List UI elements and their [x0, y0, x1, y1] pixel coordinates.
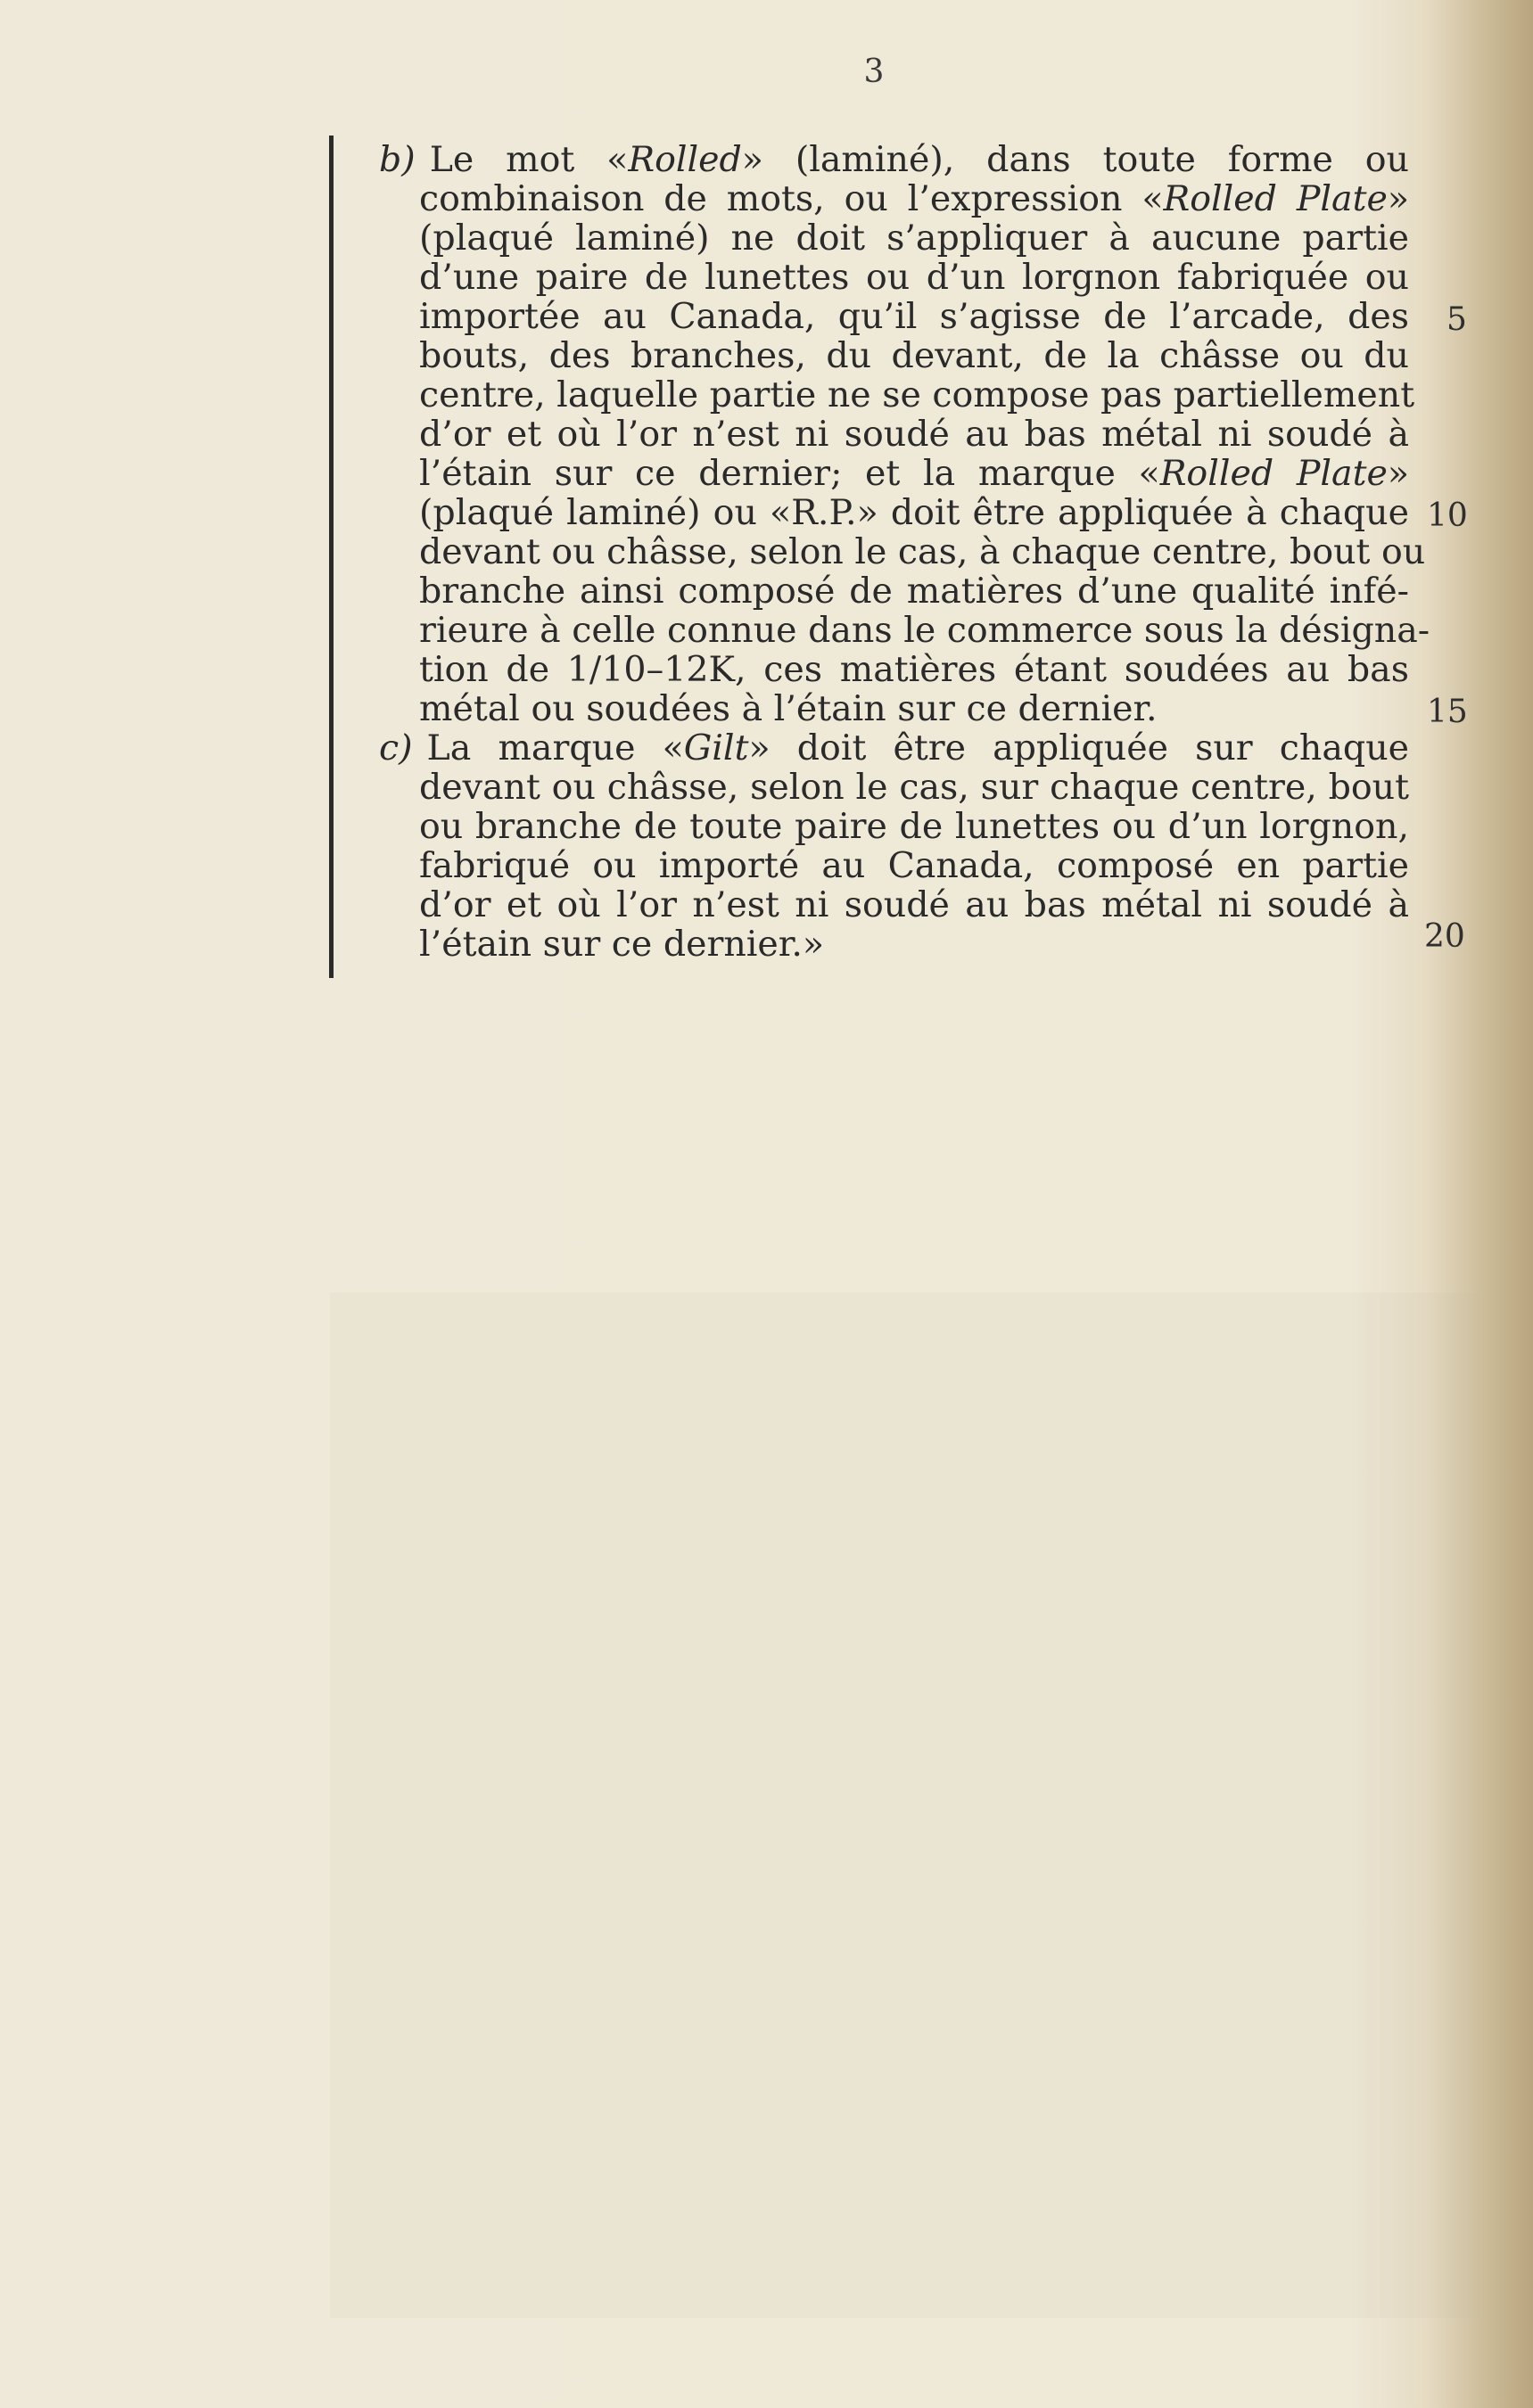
para-c-line-1: [379, 728, 1409, 768]
para-c-label: c): [379, 727, 413, 768]
para-b-label: b): [379, 139, 416, 180]
text: La marque «: [426, 727, 684, 768]
italic-term: Rolled Plate: [1159, 453, 1388, 494]
text: combinaison de mots, ou l’expression «: [419, 178, 1164, 219]
para-b-line-3: (plaqué laminé) ne doit s’appliquer à aucune partie: [419, 218, 1409, 259]
text: »: [1387, 453, 1409, 494]
para-b-line-5: importée au Canada, qu’il s’agisse de l’arcade, des: [419, 296, 1409, 337]
para-b-line-12: branche ainsi composé de matières d’une qualité infé-: [419, 571, 1409, 612]
para-c-line-5: d’or et où l’or n’est ni soudé au bas métal ni soudé à: [419, 884, 1409, 925]
line-number-20: 20: [1424, 918, 1465, 955]
text: » (laminé), dans toute forme ou: [741, 139, 1409, 180]
para-b-line-8: d’or et où l’or n’est ni soudé au bas métal ni soudé à: [419, 414, 1409, 455]
para-b-line-6: bouts, des branches, du devant, de la châsse ou du: [419, 335, 1409, 376]
para-b-line-2: [419, 179, 1409, 218]
para-b-line-10: (plaqué laminé) ou «R.P.» doit être appliquée à chaque: [419, 492, 1409, 533]
para-b-line-4: d’une paire de lunettes ou d’un lorgnon fabriquée ou: [419, 257, 1409, 298]
page-number: 3: [863, 53, 885, 90]
para-b-line-14: tion de 1/10–12K, ces matières étant soudées au bas: [419, 649, 1409, 690]
para-b-line-11: devant ou châsse, selon le cas, à chaque centre, bout ou: [419, 531, 1426, 572]
line-number-15: 15: [1427, 694, 1468, 730]
line-number-10: 10: [1427, 497, 1468, 534]
para-b-line-9: [419, 454, 1409, 493]
italic-term: Gilt: [683, 727, 749, 768]
margin-rule: [329, 136, 334, 978]
para-c-line-2: devant ou châsse, selon le cas, sur chaque centre, bout: [419, 767, 1409, 808]
text: »: [1387, 178, 1409, 219]
para-b-line-13: rieure à celle connue dans le commerce sous la désigna-: [419, 610, 1430, 651]
para-c-line-6: l’étain sur ce dernier.»: [419, 924, 825, 965]
text: Le mot «: [429, 139, 629, 180]
italic-term: Rolled: [628, 139, 742, 180]
para-c-line-3: ou branche de toute paire de lunettes ou d’un lorgnon,: [419, 806, 1409, 847]
text: l’étain sur ce dernier; et la marque «: [419, 453, 1160, 494]
italic-term: Rolled Plate: [1163, 178, 1388, 219]
line-number-5: 5: [1446, 301, 1467, 338]
para-b-line-7: centre, laquelle partie ne se compose pas partiellement: [419, 374, 1415, 415]
para-c-line-4: fabriqué ou importé au Canada, composé en partie: [419, 845, 1409, 886]
text: » doit être appliquée sur chaque: [748, 727, 1410, 768]
show-through-shadow: [330, 1293, 1480, 2318]
para-b-line-15: métal ou soudées à l’étain sur ce dernier.: [419, 688, 1158, 729]
para-b-line-1: [379, 140, 1409, 179]
